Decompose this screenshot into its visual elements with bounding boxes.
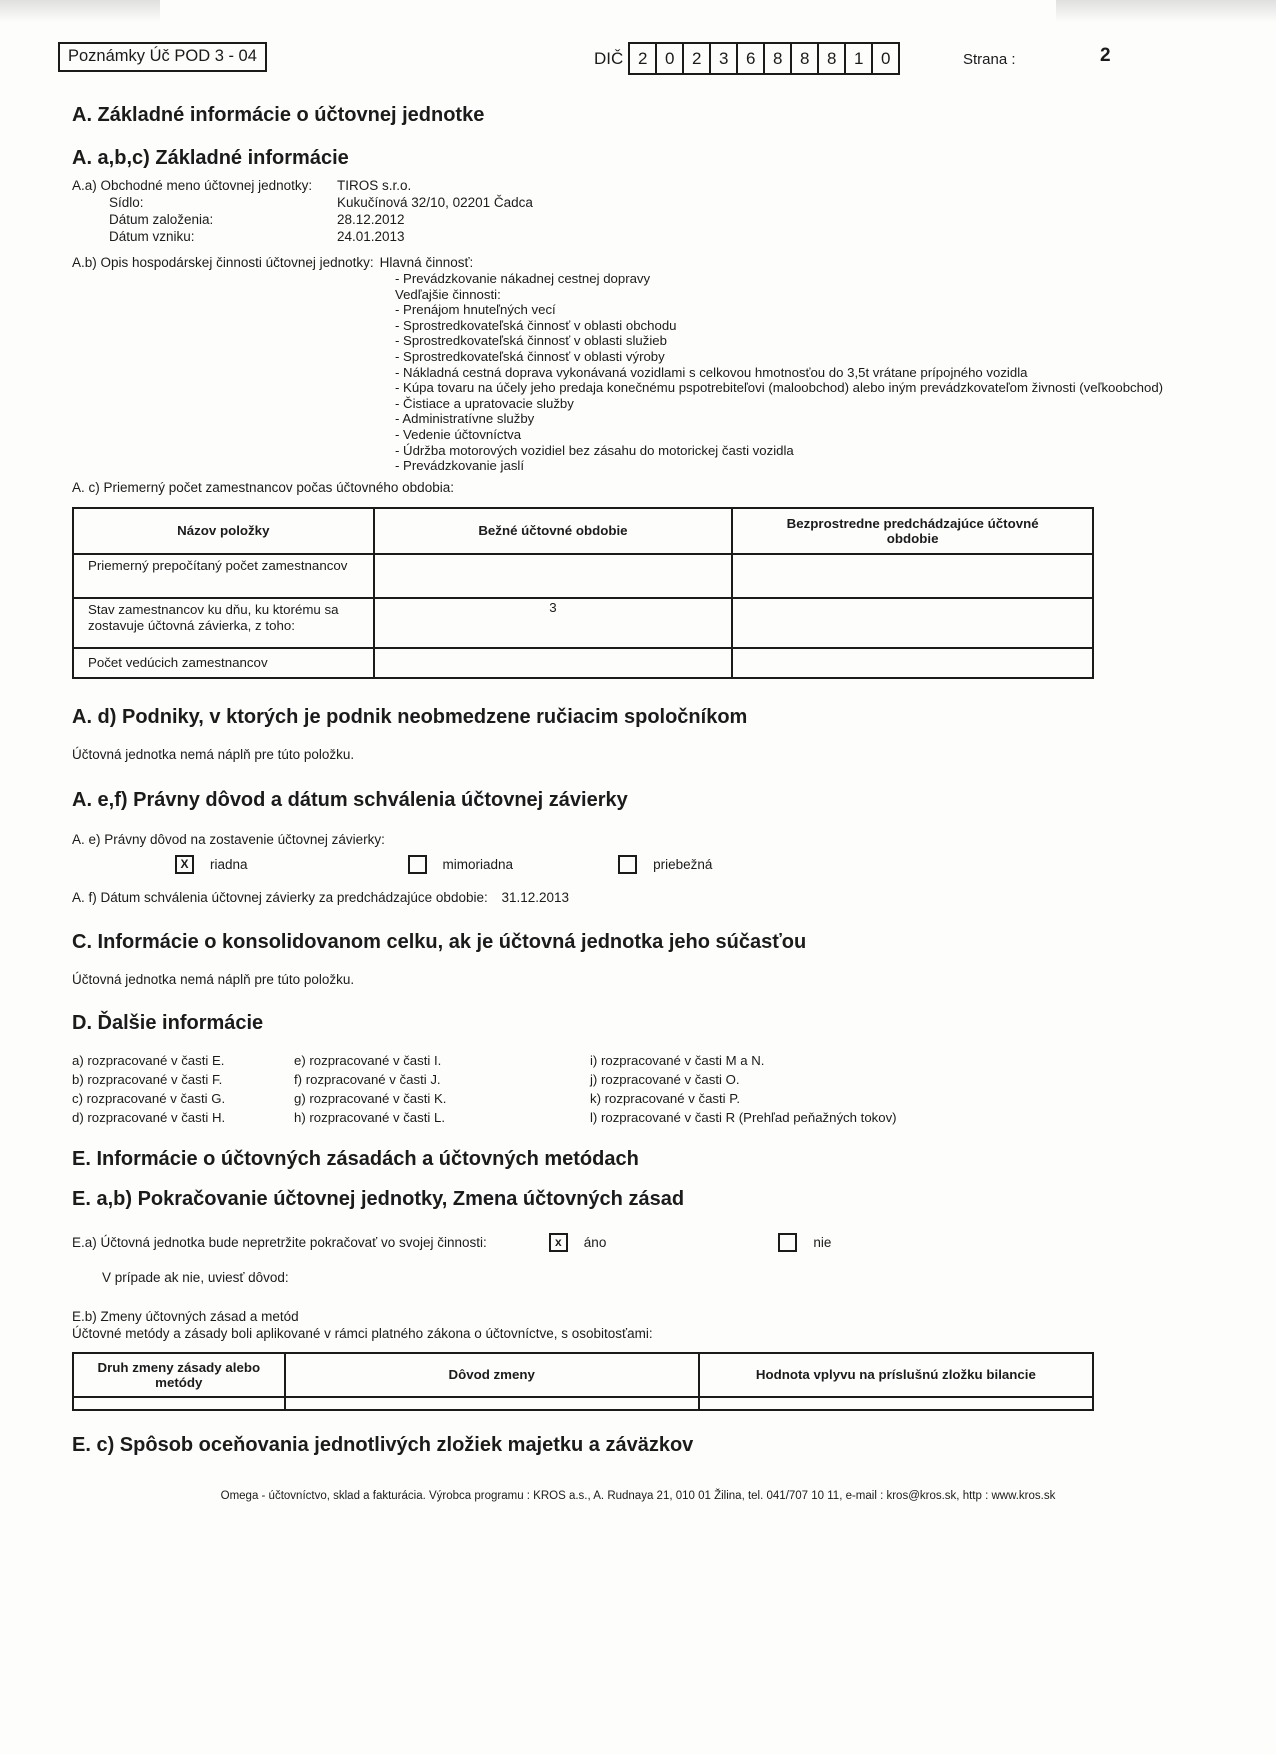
section-ec-title: E. c) Spôsob oceňovania jednotlivých zložiek majetku a záväzkov [72,1433,694,1456]
legal-reason-checkboxes [72,855,1190,874]
dic-label: DIČ [594,48,624,68]
field-value: Kukučínová 32/10, 02201 Čadca [337,195,533,210]
employees-count-label: A. c) Priemerný počet zamestnancov počas účtovného obdobia: [72,479,454,495]
going-concern-note: V prípade ak nie, uviesť dôvod: [102,1269,289,1285]
row-name: Počet vedúcich zamestnancov [73,648,374,678]
checkbox-icon [408,855,427,874]
employees-table [72,507,1094,679]
activity-label: A.b) Opis hospodárskej činnosti účtovnej jednotky: [72,255,374,270]
checkbox-ano [549,1233,607,1252]
row-previous-value [732,554,1093,598]
checkbox-label: priebežná [653,856,713,872]
dic-digit: 6 [736,42,765,75]
changes-table-header-row [73,1353,1093,1397]
approval-date-row [72,890,1190,905]
list-item: j) rozpracované v časti O. [590,1071,740,1087]
activity-item: - Sprostredkovateľská činnosť v oblasti výroby [395,348,665,364]
dic-digit: 2 [628,42,657,75]
list-item: l) rozpracované v časti R (Prehľad peňažných tokov) [590,1109,897,1125]
table-row [73,648,1093,678]
section-aef-title: A. e,f) Právny dôvod a dátum schválenia účtovnej závierky [72,788,628,811]
row-name: Priemerný prepočítaný počet zamestnancov [73,554,374,598]
field-value: 28.12.2012 [337,212,405,227]
list-item: f) rozpracované v časti J. [294,1071,441,1087]
dic-digit: 0 [871,42,900,75]
checkbox-icon: x [549,1233,568,1252]
dic-digit: 8 [763,42,792,75]
empty-cell [699,1397,1093,1410]
field-label: Dátum vzniku: [109,229,195,244]
column-header-change-type [73,1353,285,1397]
section-d-title: D. Ďalšie informácie [72,1011,264,1034]
approval-date-value: 31.12.2013 [501,889,570,905]
checkbox-mimoriadna [408,855,514,874]
column-header-change-reason: Dôvod zmeny [285,1353,699,1397]
section-d-column-3 [590,1051,1190,1127]
row-current-value [374,648,733,678]
row-previous-value [732,598,1093,648]
basic-info-fields [72,177,1190,245]
column-header-change-impact: Hodnota vplyvu na príslušnú zložku bilancie [699,1353,1093,1397]
activity-item: Vedľajšie činnosti: [395,286,501,302]
section-ad-title: A. d) Podniky, v ktorých je podnik neobmedzene ručiacim spoločníkom [72,705,748,728]
checkbox-icon [778,1233,797,1252]
section-d-columns [72,1051,1190,1127]
activity-item: - Sprostredkovateľská činnosť v oblasti obchodu [395,317,677,333]
activity-list [395,271,1190,474]
form-title: Poznámky Úč POD 3 - 04 [58,42,267,72]
checkbox-label: mimoriadna [442,856,514,872]
activity-item: - Prevádzkovanie nákadnej cestnej dopravy [395,271,651,286]
list-item: d) rozpracované v časti H. [72,1109,226,1125]
legal-reason-label: A. e) Právny dôvod na zostavenie účtovnej závierky: [72,831,385,847]
page-footer [0,1490,1276,1502]
table-row [73,554,1093,598]
list-item: h) rozpracované v časti L. [294,1109,445,1125]
dic-digit: 1 [844,42,873,75]
section-e-title: E. Informácie o účtovných zásadách a účtovných metódach [72,1147,639,1170]
page-number: 2 [1100,45,1111,66]
column-header-current-period: Bežné účtovné obdobie [374,508,733,554]
dic-field [594,42,900,75]
list-item: a) rozpracované v časti E. [72,1052,225,1068]
activity-item: - Čistiace a upratovacie služby [395,395,574,411]
list-item: k) rozpracované v časti P. [590,1090,741,1106]
table-row [73,598,1093,648]
field-value: TIROS s.r.o. [337,178,412,193]
page-header [0,0,1276,95]
dic-digit: 8 [817,42,846,75]
section-ad-note: Účtovná jednotka nemá náplň pre túto položku. [72,746,355,762]
footer-text: Omega - účtovníctvo, sklad a fakturácia. Výrobca programu : KROS a.s., A. Rudnaya 21, 010 01 Žilina, tel. 041/707 10 11, e-mail : kros@kros.sk, http : www.kros.sk [220,1490,1056,1502]
employees-table-header-row [73,508,1093,554]
checkbox-icon: X [175,855,194,874]
section-d-column-2 [294,1051,590,1127]
approval-date-label: A. f) Dátum schválenia účtovnej závierky za predchádzajúce obdobie: [72,889,488,905]
activity-item: - Sprostredkovateľská činnosť v oblasti služieb [395,333,667,349]
field-label: Dátum založenia: [109,212,214,227]
checkbox-riadna [175,855,248,874]
dic-digit-boxes [630,42,900,75]
activity-item: - Údržba motorových vozidiel bez zásahu do motorickej časti vozidla [395,442,794,458]
table-row [73,1397,1093,1410]
activity-item: - Prevádzkovanie jaslí [395,458,525,474]
column-header-change-type-text: Druh zmeny zásady alebo metódy [97,1359,261,1390]
field-value: 24.01.2013 [337,229,405,244]
column-header-previous-period [732,508,1093,554]
field-label: Sídlo: [109,195,144,210]
activity-item: - Administratívne služby [395,411,535,427]
changes-intro [72,1308,1190,1342]
activity-item: - Vedenie účtovníctva [395,426,522,442]
activity-item: - Prenájom hnuteľných vecí [395,302,556,318]
empty-cell [285,1397,699,1410]
list-item: e) rozpracované v časti I. [294,1052,442,1068]
dic-digit: 0 [655,42,684,75]
dic-digit: 3 [709,42,738,75]
changes-label: E.b) Zmeny účtovných zásad a metód [72,1308,299,1324]
checkbox-icon [618,855,637,874]
list-item: b) rozpracované v časti F. [72,1071,223,1087]
row-current-value [374,554,733,598]
section-eab-title: E. a,b) Pokračovanie účtovnej jednotky, Zmena účtovných zásad [72,1187,685,1210]
checkbox-priebezna [618,855,712,874]
row-current-value: 3 [374,598,733,648]
row-name: Stav zamestnancov ku dňu, ku ktorému sa zostavuje účtovná závierka, z toho: [73,598,374,648]
field-row-founded-date [72,211,1190,228]
dic-digit: 2 [682,42,711,75]
list-item: c) rozpracované v časti G. [72,1090,226,1106]
field-row-established-date [72,228,1190,245]
changes-text: Účtovné metódy a zásady boli aplikované v rámci platného zákona o účtovníctve, s osobitosťami: [72,1325,653,1341]
checkbox-label: áno [583,1234,607,1250]
section-a-title: A. Základné informácie o účtovnej jednotke [72,104,485,126]
section-d-column-1 [72,1051,294,1127]
document-body [0,103,1276,1457]
going-concern-row [72,1233,1190,1252]
activity-main-label: Hlavná činnosť: [379,255,474,270]
field-label: A.a) Obchodné meno účtovnej jednotky: [72,178,313,193]
activity-description-row [72,255,1190,271]
empty-cell [73,1397,285,1410]
list-item: i) rozpracované v časti M a N. [590,1052,765,1068]
section-c-title: C. Informácie o konsolidovanom celku, ak je účtovná jednotka jeho súčasťou [72,930,807,953]
page-number-label: Strana : [963,51,1016,68]
dic-digit: 8 [790,42,819,75]
section-a-subtitle: A. a,b,c) Základné informácie [72,147,349,169]
going-concern-label: E.a) Účtovná jednotka bude nepretržite pokračovať vo svojej činnosti: [72,1234,487,1250]
field-row-business-name [72,177,1190,194]
checkbox-nie [778,1233,831,1252]
section-c-note: Účtovná jednotka nemá náplň pre túto položku. [72,971,355,987]
changes-table [72,1352,1094,1411]
activity-item: - Kúpa tovaru na účely jeho predaja konečnému pspotrebiteľovi (maloobchod) alebo iným prevádzkovateľom živnosti (veľkoobchod) [395,380,1164,396]
field-row-address [72,194,1190,211]
row-previous-value [732,648,1093,678]
list-item: g) rozpracované v časti K. [294,1090,447,1106]
activity-item: - Nákladná cestná doprava vykonávaná vozidlami s celkovou hmotnosťou do 3,5t vrátane prípojného vozidla [395,364,1028,380]
checkbox-label: riadna [210,856,248,872]
checkbox-label: nie [813,1234,832,1250]
column-header-previous-period-text: Bezprostredne predchádzajúce účtovné obdobie [786,515,1039,546]
column-header-name: Názov položky [73,508,374,554]
